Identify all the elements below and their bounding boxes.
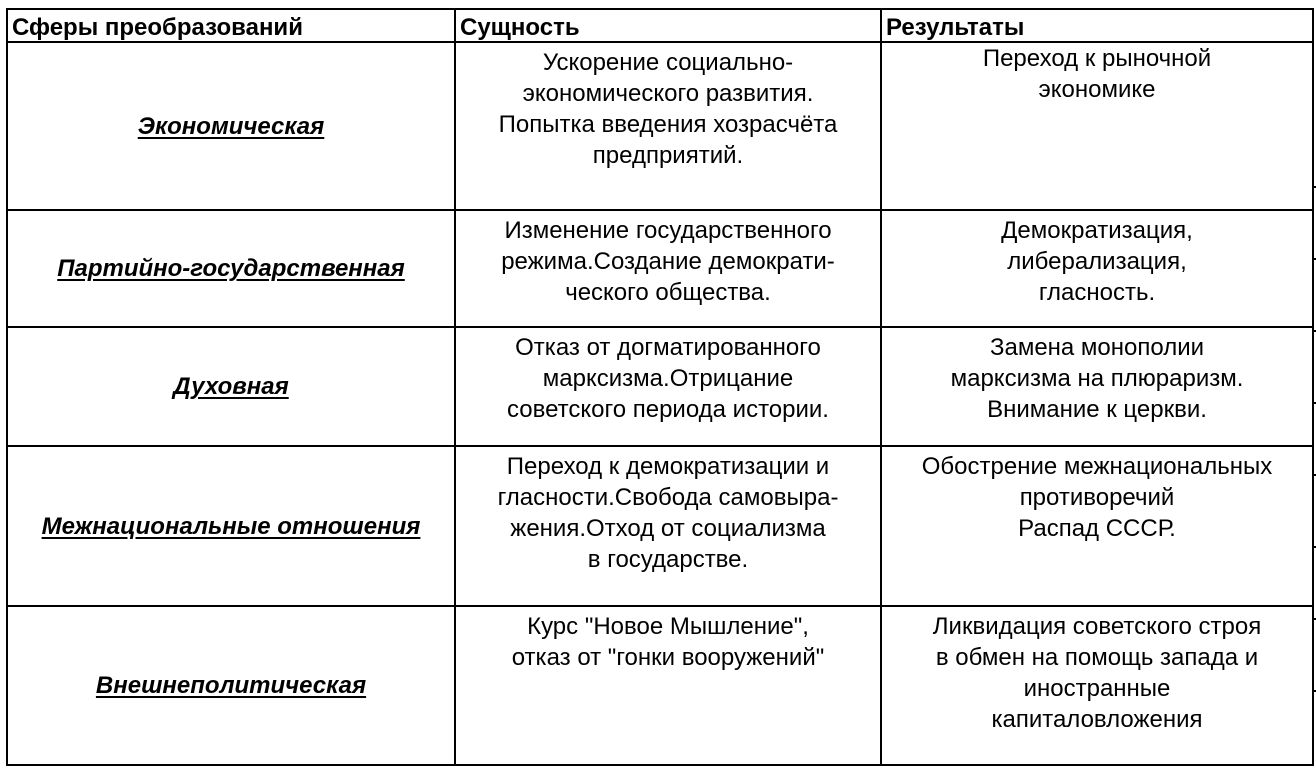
essence-line: гласности.Свобода самовыра- [497, 484, 839, 512]
essence-line: Ускорение социально- [542, 49, 794, 76]
results-line: Демократизация, [1001, 217, 1193, 245]
essence-line: Переход к демократизации и [506, 453, 830, 481]
essence-line: режима.Создание демократи- [501, 248, 835, 276]
essence-line: марксизма.Отрицание [542, 365, 794, 393]
essence-line: жения.Отход от социализма [510, 515, 826, 543]
sphere-label-foreign-policy: Внешнеполитическая [95, 671, 367, 699]
sphere-label-economic: Экономическая [137, 112, 325, 140]
essence-cell [455, 327, 881, 446]
results-line: Ликвидация советского строя [932, 612, 1262, 640]
results-line: Распад СССР. [1018, 515, 1176, 543]
edge-mark [1312, 546, 1316, 548]
results-line: Внимание к церкви. [987, 396, 1207, 424]
edge-mark [1312, 186, 1316, 188]
sphere-cell [7, 446, 455, 605]
sphere-label-interethnic: Межнациональные отношения [41, 512, 421, 540]
results-line: Обострение межнациональных [921, 453, 1273, 481]
results-cell [881, 327, 1313, 446]
results-line: в обмен на помощь запада и [935, 643, 1259, 671]
essence-cell [455, 606, 881, 765]
essence-line: отказ от "гонки вооружений" [511, 643, 825, 671]
reforms-table-sheet [6, 8, 1312, 766]
table-row [7, 606, 1313, 765]
header-results: Результаты [881, 9, 1313, 42]
sphere-cell [7, 606, 455, 765]
edge-mark [1312, 258, 1316, 260]
results-line: марксизма на плюраризм. [950, 365, 1244, 393]
table-row [7, 210, 1313, 327]
sphere-label-party-state: Партийно-государственная [57, 255, 405, 283]
sphere-cell [7, 42, 455, 210]
essence-line: Курс "Новое Мышление", [527, 612, 809, 640]
sphere-cell [7, 327, 455, 446]
essence-line: ческого общества. [565, 279, 771, 307]
essence-line: Изменение государственного [504, 217, 832, 245]
results-line: Замена монополии [989, 334, 1205, 362]
results-line: либерализация, [1007, 248, 1187, 276]
results-cell [881, 446, 1313, 605]
right-edge-marks [1312, 0, 1316, 769]
essence-line: Попытка введения хозрасчёта [498, 111, 838, 138]
essence-cell [455, 42, 881, 210]
edge-mark [1312, 330, 1316, 332]
essence-line: Отказ от догматированного [515, 334, 821, 362]
results-line: иностранные [1023, 674, 1171, 702]
essence-line: экономического развития. [522, 80, 814, 107]
results-line: капиталовложения [991, 705, 1203, 733]
edge-mark [1312, 474, 1316, 476]
table-row [7, 327, 1313, 446]
header-essence: Сущность [455, 9, 881, 42]
results-line: противоречий [1019, 484, 1175, 512]
results-line: гласность. [1038, 279, 1156, 307]
results-cell [881, 210, 1313, 327]
header-spheres: Сферы преобразований [7, 9, 455, 42]
edge-mark [1312, 690, 1316, 692]
edge-mark [1312, 402, 1316, 404]
essence-line: в государстве. [587, 546, 749, 574]
essence-cell [455, 210, 881, 327]
header-row [7, 9, 1313, 42]
results-cell [881, 606, 1313, 765]
essence-cell [455, 446, 881, 605]
edge-mark [1312, 618, 1316, 620]
results-cell [881, 42, 1313, 210]
results-line: экономике [1038, 76, 1156, 103]
sphere-cell [7, 210, 455, 327]
results-line: Переход к рыночной [982, 45, 1212, 72]
essence-line: предприятий. [592, 142, 744, 169]
table-row [7, 42, 1313, 210]
table-row [7, 446, 1313, 605]
sphere-label-spiritual: Духовная [173, 373, 289, 401]
reforms-table [6, 8, 1314, 766]
essence-line: советского периода истории. [507, 396, 829, 424]
